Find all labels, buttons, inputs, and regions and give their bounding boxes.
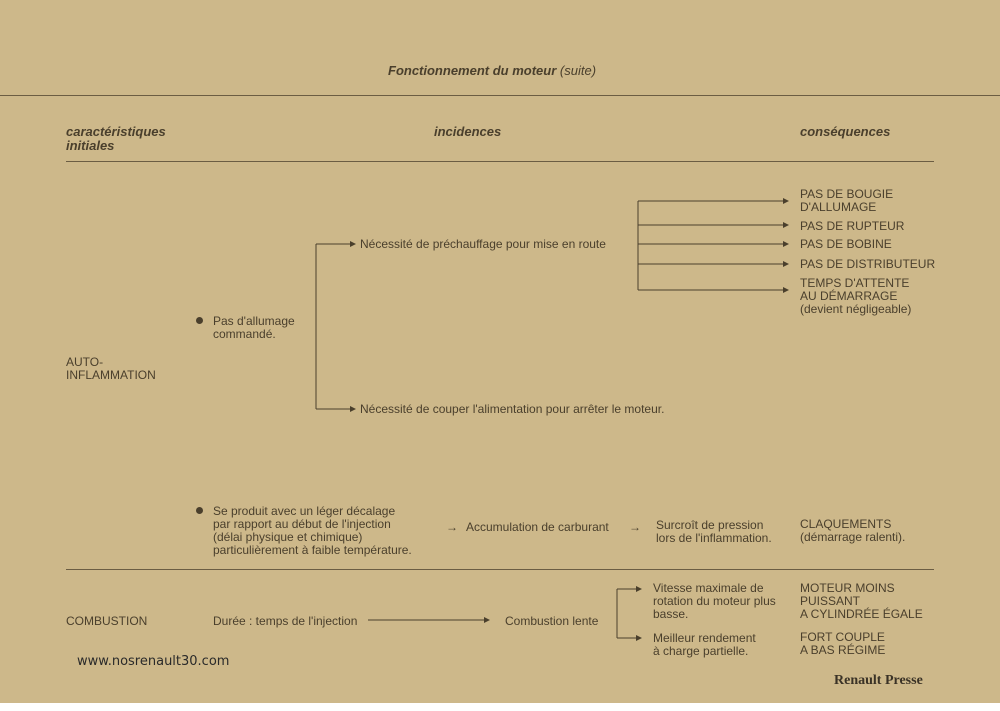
incidence-prechauffage: Nécessité de préchauffage pour mise en route xyxy=(360,237,606,251)
section-auto-inflammation: AUTO- INFLAMMATION xyxy=(66,355,156,382)
consequence-bobine: PAS DE BOBINE xyxy=(800,237,892,251)
consequence-temps-attente: TEMPS D'ATTENTE AU DÉMARRAGE (devient négligeable) xyxy=(800,276,912,316)
header-caracteristiques: caractéristiques initiales xyxy=(66,124,166,153)
combustion-lente: Combustion lente xyxy=(505,614,599,628)
bullet-decalage: Se produit avec un léger décalage par rapport au début de l'injection (délai physique et chimique) particulièrement à faible température. xyxy=(213,504,412,557)
bullet-pas-allumage: Pas d'allumage commandé. xyxy=(213,314,295,341)
surcroit-pression: Surcroît de pression lors de l'inflammation. xyxy=(656,518,772,545)
meilleur-rendement: Meilleur rendement à charge partielle. xyxy=(653,631,756,658)
brand-renault-presse: Renault Presse xyxy=(834,673,923,688)
moteur-moins-puissant: MOTEUR MOINS PUISSANT A CYLINDRÉE ÉGALE xyxy=(800,581,923,621)
consequence-rupteur: PAS DE RUPTEUR xyxy=(800,219,905,233)
page-bottom-edge xyxy=(0,703,1000,711)
header-incidences: incidences xyxy=(434,124,502,139)
bullet-dot-2 xyxy=(196,507,203,514)
bullet-dot-1 xyxy=(196,317,203,324)
fort-couple: FORT COUPLE A BAS RÉGIME xyxy=(800,630,886,657)
duree-injection: Durée : temps de l'injection xyxy=(213,614,358,628)
section-combustion: COMBUSTION xyxy=(66,614,148,628)
website-watermark: www.nosrenault30.com xyxy=(77,654,230,669)
arrow-accumulation: → xyxy=(446,520,458,534)
section-rule xyxy=(66,569,934,570)
title-suite: (suite) xyxy=(559,63,597,78)
claquements: CLAQUEMENTS (démarrage ralenti). xyxy=(800,517,906,544)
incidence-couper-alimentation: Nécessité de couper l'alimentation pour arrêter le moteur. xyxy=(360,402,665,416)
accumulation-carburant: Accumulation de carburant xyxy=(466,520,609,534)
header-consequences: conséquences xyxy=(800,124,891,139)
consequence-distributeur: PAS DE DISTRIBUTEUR xyxy=(800,257,936,271)
arrow-surcroit: → xyxy=(629,520,641,534)
title-main: Fonctionnement du moteur xyxy=(388,63,557,78)
consequence-bougie: PAS DE BOUGIE D'ALLUMAGE xyxy=(800,187,894,214)
vitesse-maximale: Vitesse maximale de rotation du moteur plus basse. xyxy=(653,581,776,621)
